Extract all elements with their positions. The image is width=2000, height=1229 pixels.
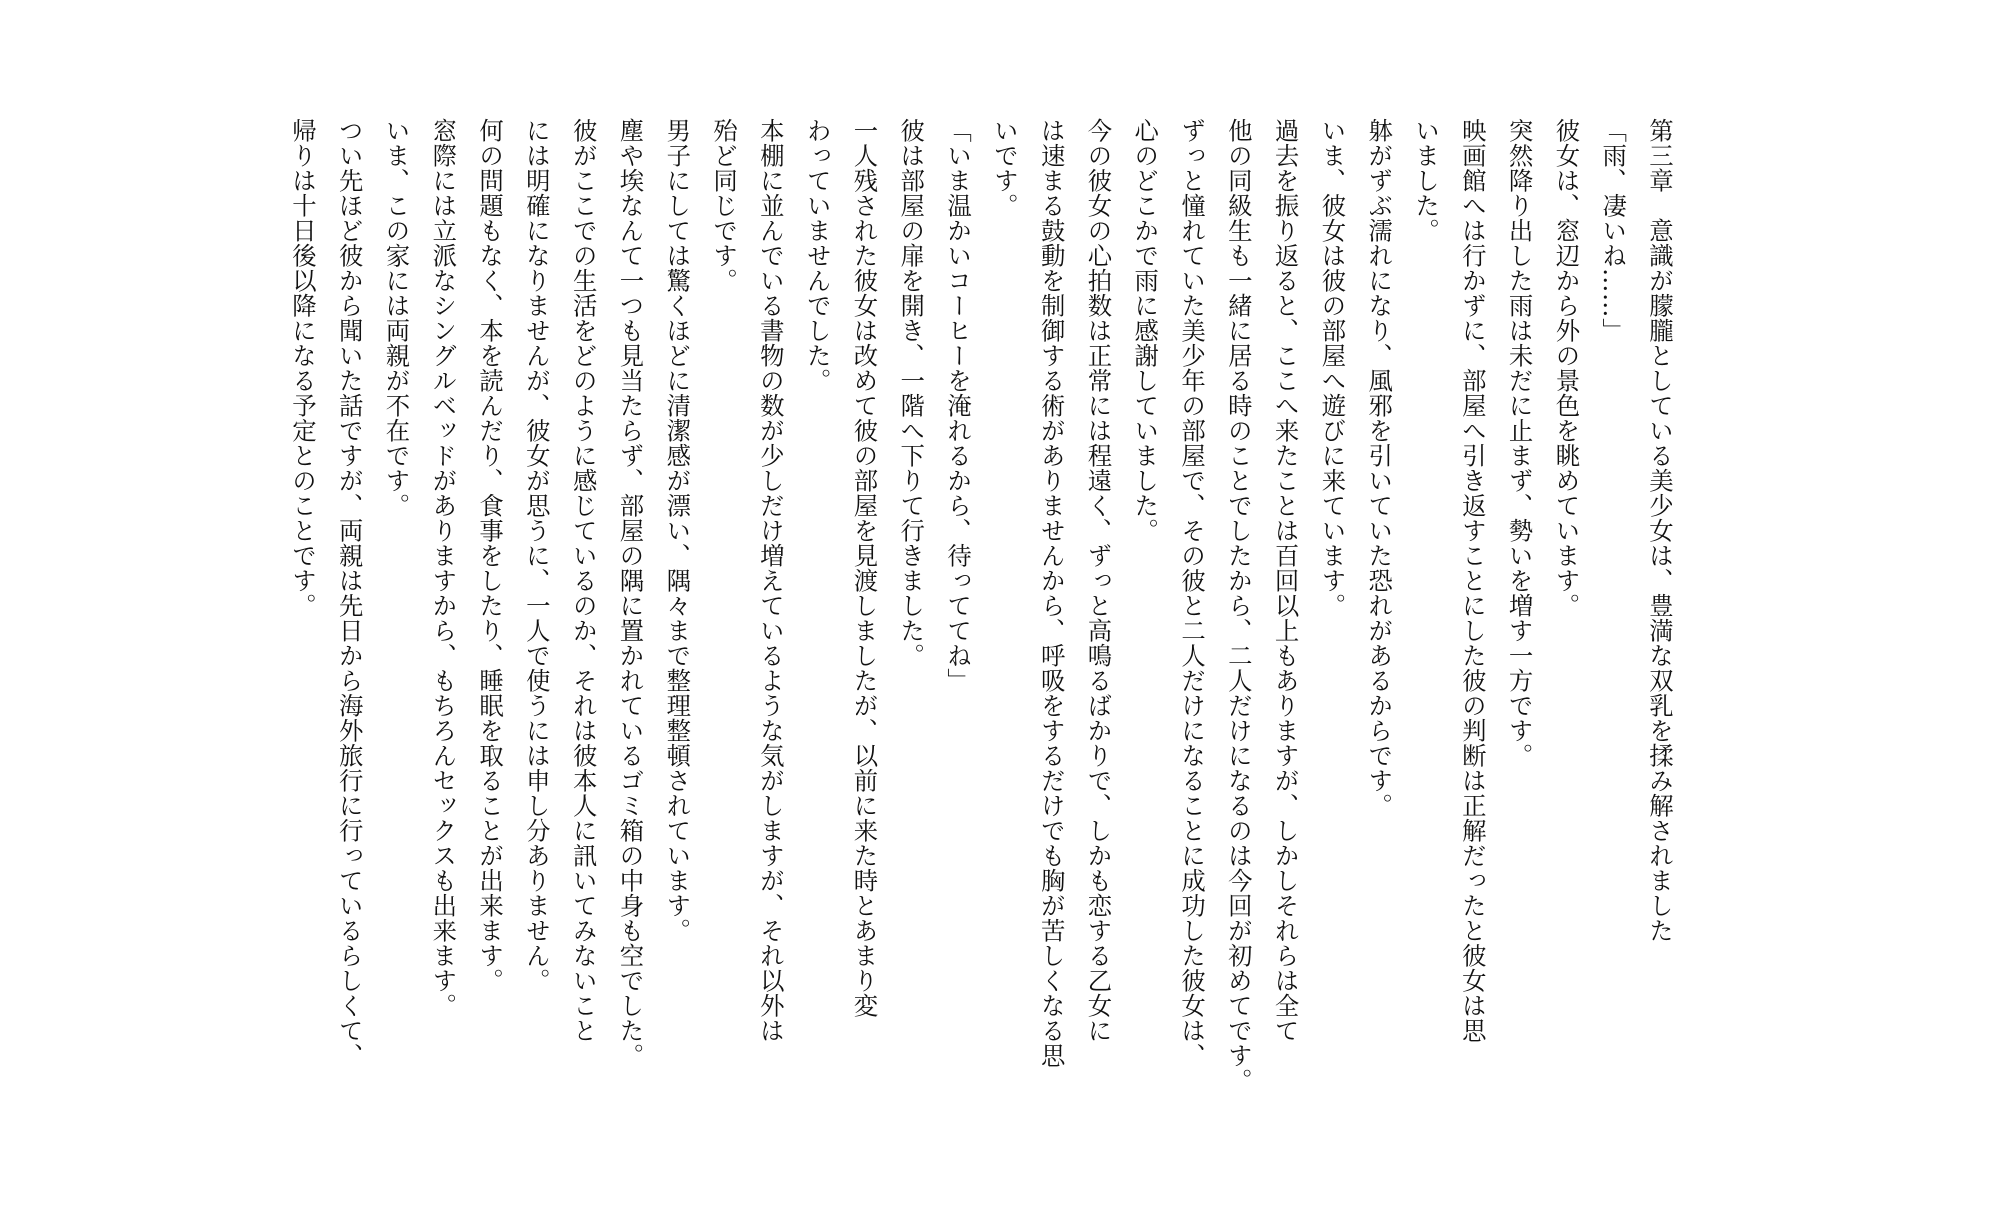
vertical-text-body [278,118,1682,1138]
text-line: には明確になりませんが、彼女が思うに、一人で使うには申し分ありません。 [521,118,551,993]
text-line: 帰りは十日後以降になる予定とのことです。 [287,118,317,618]
text-line: 殆ど同じです。 [709,118,739,293]
text-line: 心のどこかで雨に感謝していました。 [1130,118,1160,543]
text-line: ずっと憧れていた美少年の部屋で、その彼と二人だけになることに成功した彼女は、 [1177,118,1207,1068]
text-line: 「雨、凄いね……」 [1598,118,1628,343]
text-line: いま、彼女は彼の部屋へ遊びに来ています。 [1317,118,1347,618]
text-line: 「いま温かいコーヒーを淹れるから、待っててね」 [943,118,973,693]
text-line: 突然降り出した雨は未だに止まず、勢いを増す一方です。 [1504,118,1534,768]
text-line: いです。 [989,118,1019,218]
text-line: わっていませんでした。 [802,118,832,393]
text-line: は速まる鼓動を制御する術がありませんから、呼吸をするだけでも胸が苦しくなる思 [1036,118,1066,1068]
text-line: 窓際には立派なシングルベッドがありますから、もちろんセックスも出来ます。 [428,118,458,1018]
chapter-title: 第三章 意識が朦朧としている美少女は、豊満な双乳を揉み解されました [1645,118,1674,943]
text-line: 彼女は、窓辺から外の景色を眺めています。 [1551,118,1581,618]
text-line: いました。 [1411,118,1441,243]
text-line: つい先ほど彼から聞いた話ですが、両親は先日から海外旅行に行っているらしくて、 [334,118,364,1068]
text-line: 今の彼女の心拍数は正常には程遠く、ずっと高鳴るばかりで、しかも恋する乙女に [1083,118,1113,1043]
text-line: 塵や埃なんて一つも見当たらず、部屋の隅に置かれているゴミ箱の中身も空でした。 [615,118,645,1068]
text-line: 一人残された彼女は改めて彼の部屋を見渡しましたが、以前に来た時とあまり変 [849,118,879,1018]
text-line: 過去を振り返ると、ここへ来たことは百回以上もありますが、しかしそれらは全て [1270,118,1300,1043]
text-line: 彼は部屋の扉を開き、一階へ下りて行きました。 [896,118,926,668]
text-line: 他の同級生も一緒に居る時のことでしたから、二人だけになるのは今回が初めてです。 [1223,118,1253,1093]
text-line: 彼がここでの生活をどのように感じているのか、それは彼本人に訊いてみないこと [568,118,598,1043]
text-line: 躰がずぶ濡れになり、風邪を引いていた恐れがあるからです。 [1364,118,1394,818]
text-line: 本棚に並んでいる書物の数が少しだけ増えているような気がしますが、それ以外は [755,118,785,1043]
text-line: 男子にしては驚くほどに清潔感が漂い、隅々まで整理整頓されています。 [662,118,692,943]
text-line: いま、この家には両親が不在です。 [381,118,411,518]
text-line: 何の問題もなく、本を読んだり、食事をしたり、睡眠を取ることが出来ます。 [475,118,505,993]
text-line: 映画館へは行かずに、部屋へ引き返すことにした彼の判断は正解だったと彼女は思 [1457,118,1487,1043]
